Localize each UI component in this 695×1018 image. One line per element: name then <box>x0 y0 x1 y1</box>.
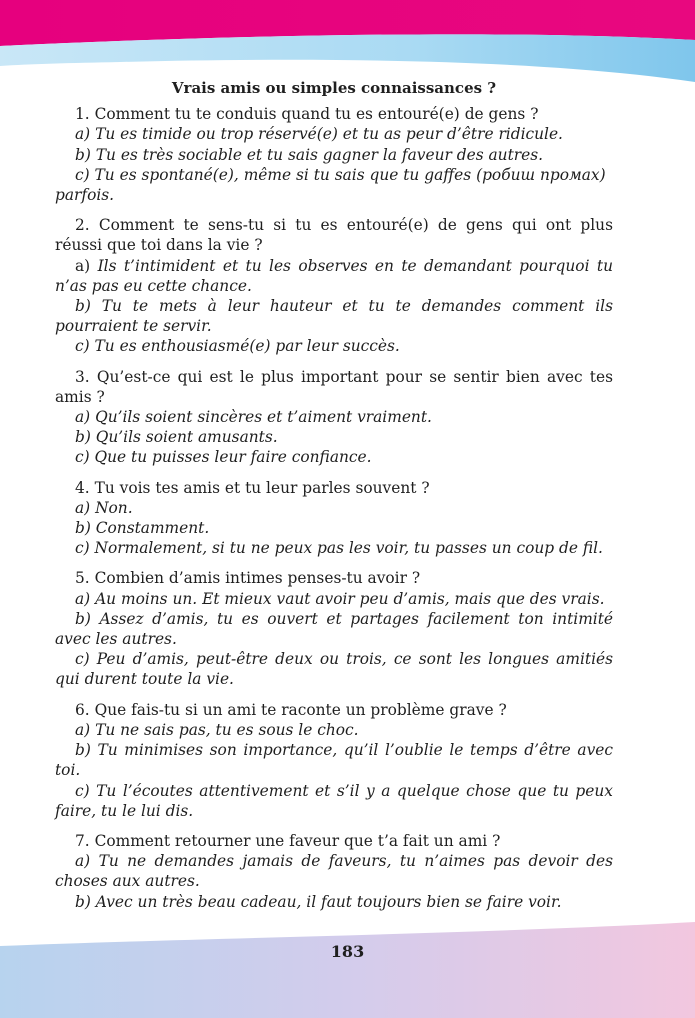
option-label: a) <box>75 256 91 275</box>
answer-option: c) Normalement, si tu ne peux pas les voir, tu passes un coup de fil. <box>75 539 603 558</box>
answer-option: a) Qu’ils soient sincères et t’aiment vraiment. <box>75 408 432 427</box>
answer-option: c) Peu d’amis, peut-être deux ou trois, ce sont les longues amitiés qui durent toute la vie. <box>55 650 613 689</box>
question-text: 2. Comment te sens-tu si tu es entouré(e) de gens qui ont plus réussi que toi dans la vie ? <box>55 216 613 255</box>
answer-option: b) Assez d’amis, tu es ouvert et partages facilement ton intimité avec les autres. <box>55 609 613 649</box>
answer-option: c) Tu es spontané(e), même si tu sais que tu gaffes (робиш промах) parfois. <box>55 165 606 205</box>
answer-option: b) Tu te mets à leur hauteur et tu te demandes comment ils pourraient te servir. <box>55 297 613 336</box>
page-number: 183 <box>330 942 365 961</box>
answer-option: b) Tu es très sociable et tu sais gagner la faveur des autres. <box>75 145 544 164</box>
quiz-content <box>55 78 613 912</box>
question-block-2 <box>55 215 613 356</box>
answer-option: b) Avec un très beau cadeau, il faut toujours bien se faire voir. <box>75 892 562 911</box>
answer-option: c) Que tu puisses leur faire confiance. <box>75 448 372 467</box>
question-block-6 <box>55 700 613 821</box>
question-block-1 <box>55 104 613 205</box>
question-text: 7. Comment retourner une faveur que t’a fait un ami ? <box>75 831 501 850</box>
answer-option: a) Non. <box>75 498 133 517</box>
answer-option: c) Tu l’écoutes attentivement et s’il y a quelque chose que tu peux faire, tu le lui dis. <box>55 781 613 820</box>
question-text: 5. Combien d’amis intimes penses-tu avoir ? <box>75 569 421 588</box>
question-block-5 <box>55 568 613 689</box>
top-decorative-band <box>0 0 695 90</box>
page-title: Vrais amis ou simples connaissances ? <box>171 79 497 97</box>
answer-option: b) Qu’ils soient amusants. <box>75 428 278 447</box>
bottom-decorative-band <box>0 918 695 1018</box>
question-block-4 <box>55 478 613 559</box>
question-block-3 <box>55 367 613 468</box>
question-text: 1. Comment tu te conduis quand tu es entouré(e) de gens ? <box>75 105 539 124</box>
answer-option: a) Tu ne demandes jamais de faveurs, tu n’aimes pas devoir des choses aux autres. <box>55 852 613 891</box>
answer-option: a) Au moins un. Et mieux vaut avoir peu d’amis, mais que des vrais. <box>75 589 605 608</box>
answer-option: a) Tu ne sais pas, tu es sous le choc. <box>75 720 359 739</box>
question-text: 4. Tu vois tes amis et tu leur parles souvent ? <box>75 478 430 497</box>
question-text: 6. Que fais-tu si un ami te raconte un problème grave ? <box>75 700 507 719</box>
answer-option: b) Constamment. <box>75 519 210 538</box>
option-text: Ils t’intimident et tu les observes en te demandant pourquoi tu n’as pas eu cette chance. <box>55 256 613 295</box>
answer-option: c) Tu es enthousiasmé(e) par leur succès. <box>75 337 400 356</box>
answer-option: b) Tu minimises son importance, qu’il l’oublie le temps d’être avec toi. <box>55 741 613 780</box>
answer-option: a) Tu es timide ou trop réservé(e) et tu as peur d’être ridicule. <box>75 125 563 144</box>
question-block-7 <box>55 831 613 912</box>
answer-option <box>55 256 613 296</box>
question-text: 3. Qu’est-ce qui est le plus important pour se sentir bien avec tes amis ? <box>55 367 613 406</box>
